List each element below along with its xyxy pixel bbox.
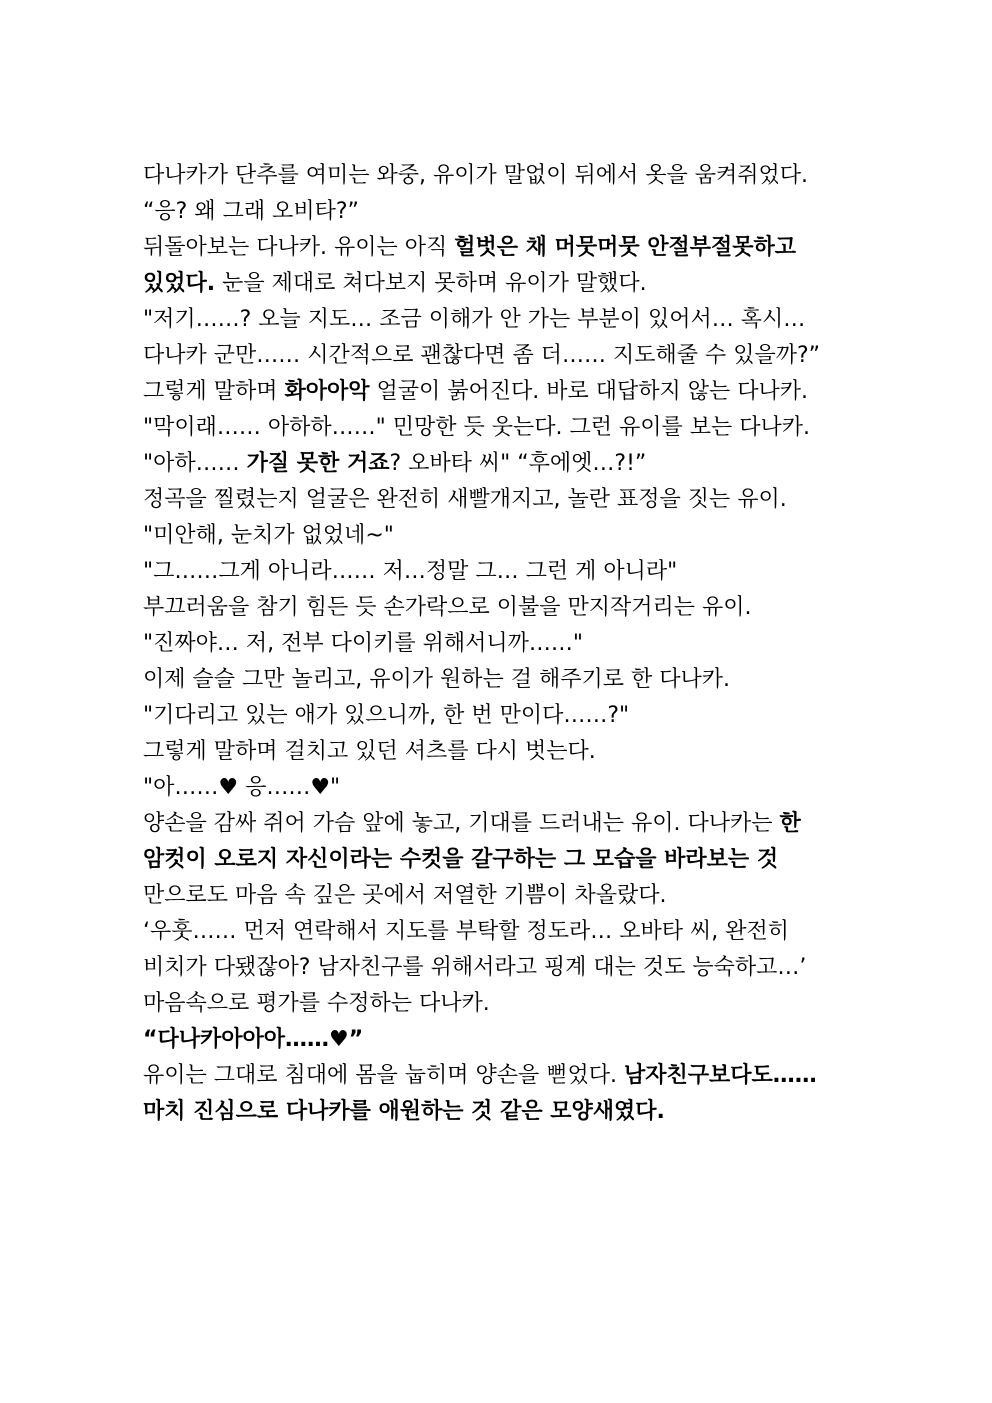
text: 얼굴이 붉어진다. 바로 대답하지 않는 다나카. [369, 379, 808, 404]
document-page [143, 158, 863, 1130]
text: 유이는 그대로 침대에 몸을 눕히며 양손을 뻗었다. [143, 1063, 624, 1088]
text-line [143, 878, 863, 914]
text: 부끄러움을 참기 힘든 듯 손가락으로 이불을 만지작거리는 유이. [143, 595, 752, 620]
text: "막이래…… 아하하……" 민망한 듯 웃는다. 그런 유이를 보는 다나카. [143, 415, 810, 440]
text-line [143, 1058, 863, 1094]
text: 그렇게 말하며 걸치고 있던 셔츠를 다시 벗는다. [143, 739, 596, 764]
bold-text: 있었다. [143, 271, 216, 296]
text: 눈을 제대로 쳐다보지 못하며 유이가 말했다. [215, 271, 647, 296]
text: "미안해, 눈치가 없었네~" [143, 523, 394, 548]
text: "아하…… [143, 451, 247, 476]
bold-text: 가질 못한 거죠 [246, 451, 390, 476]
text: “응? 왜 그래 오비타?” [143, 199, 359, 224]
text-line [143, 1094, 863, 1130]
text-line [143, 662, 863, 698]
text-line [143, 482, 863, 518]
bold-text: 한 [779, 811, 801, 836]
text: 마음속으로 평가를 수정하는 다나카. [143, 991, 490, 1016]
text: 이제 슬슬 그만 놀리고, 유이가 원하는 걸 해주기로 한 다나카. [143, 667, 730, 692]
text-line [143, 842, 863, 878]
text-line [143, 590, 863, 626]
text-line [143, 626, 863, 662]
bold-text: “다나카아아아……♥” [143, 1027, 364, 1052]
text-line [143, 806, 863, 842]
text-line [143, 266, 863, 302]
text-line [143, 194, 863, 230]
text: ? 오바타 씨" “후에엣…?!” [389, 451, 647, 476]
text: "기다리고 있는 애가 있으니까, 한 번 만이다……?" [143, 703, 630, 728]
text-line [143, 1022, 863, 1058]
bold-text: 헐벗은 채 머뭇머뭇 안절부절못하고 [454, 235, 797, 260]
text-line [143, 986, 863, 1022]
text-line [143, 914, 863, 950]
text: "그……그게 아니라…… 저…정말 그… 그런 게 아니라" [143, 559, 678, 584]
text-line [143, 158, 863, 194]
text: 양손을 감싸 쥐어 가슴 앞에 놓고, 기대를 드러내는 유이. 다나카는 [143, 811, 780, 836]
text-line [143, 734, 863, 770]
text: "진짜야… 저, 전부 다이키를 위해서니까……" [143, 631, 583, 656]
text: ‘우훗…… 먼저 연락해서 지도를 부탁할 정도라… 오바타 씨, 완전히 [143, 919, 789, 944]
text: 만으로도 마음 속 깊은 곳에서 저열한 기쁨이 차올랐다. [143, 883, 667, 908]
text: "저기……? 오늘 지도… 조금 이해가 안 가는 부분이 있어서… 혹시… [143, 307, 806, 332]
text-line [143, 554, 863, 590]
text-line [143, 410, 863, 446]
text-line [143, 374, 863, 410]
text: 다나카 군만…… 시간적으로 괜찮다면 좀 더…… 지도해줄 수 있을까?” [143, 343, 821, 368]
bold-text: 암컷이 오로지 자신이라는 수컷을 갈구하는 그 모습을 바라보는 것 [143, 847, 779, 872]
text: 그렇게 말하며 [143, 379, 285, 404]
text-line [143, 950, 863, 986]
text: 다나카가 단추를 여미는 와중, 유이가 말없이 뒤에서 옷을 움켜쥐었다. [143, 163, 808, 188]
text-line [143, 338, 863, 374]
bold-text: 마치 진심으로 다나카를 애원하는 것 같은 모양새였다. [143, 1099, 665, 1124]
text-line [143, 518, 863, 554]
text-line [143, 230, 863, 266]
text-line [143, 770, 863, 806]
text-line [143, 698, 863, 734]
bold-text: 남자친구보다도…… [624, 1063, 817, 1088]
bold-text: 화아아악 [284, 379, 370, 404]
text: 비치가 다됐잖아? 남자친구를 위해서라고 핑계 대는 것도 능숙하고…’ [143, 955, 807, 980]
text-line [143, 446, 863, 482]
text: 정곡을 찔렸는지 얼굴은 완전히 새빨개지고, 놀란 표정을 짓는 유이. [143, 487, 787, 512]
text: 뒤돌아보는 다나카. 유이는 아직 [143, 235, 455, 260]
text: "아……♥ 응……♥" [143, 775, 341, 800]
text-line [143, 302, 863, 338]
